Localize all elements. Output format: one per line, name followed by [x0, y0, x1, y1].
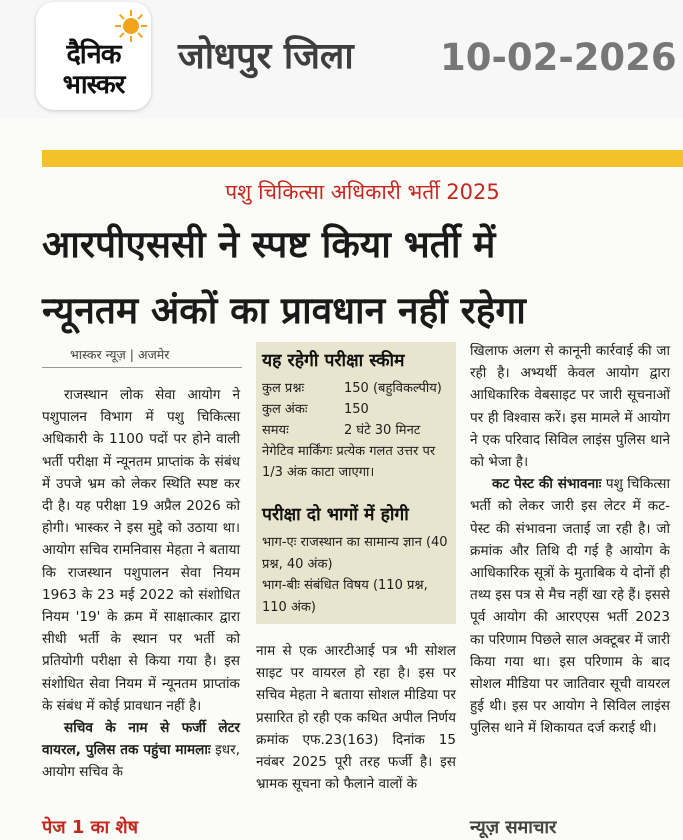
- article-column-3: [470, 340, 670, 740]
- article-column-2: [256, 640, 456, 795]
- article-kicker: पशु चिकित्सा अधिकारी भर्ती 2025: [225, 180, 500, 204]
- yellow-top-bar: [42, 150, 683, 167]
- exam-row: [262, 420, 452, 441]
- exam-parts-title: परीक्षा दो भागों में होगी: [262, 505, 409, 525]
- col1-subsection: [42, 717, 240, 784]
- exam-row-label: समयः: [262, 423, 289, 438]
- headline-line-1: आरपीएससी ने स्पष्ट किया भर्ती में: [42, 223, 496, 266]
- district-title: जोधपुर जिला: [178, 36, 354, 77]
- negative-value: प्रत्येक गलत उत्तर पर 1/3 अंक काटा जाएगा।: [262, 444, 436, 480]
- dainik-bhaskar-logo: [36, 2, 151, 110]
- exam-row-value: 2 घंटे 30 मिनट: [344, 423, 421, 438]
- col1-paragraph: राजस्थान लोक सेवा आयोग ने पशुपालन विभाग में पशु चिकित्सा अधिकारी के 1100 पदों पर होने वाली भर्ती परीक्षा में न्यूनतम प्राप्तांक के संबंध में उपजे भ्रम को लेकर स्थिति स्पष्ट कर दी है। यह परीक्षा 19 अप्रैल 2026 को होगी। भास्कर ने इस मुद्दे को उठाया था। आयोग सचिव रामनिवास मेहता ने बताया कि राजस्थान पशुपालन सेवा नियम 1963 के 23 मई 2022 को संशोधित नियम '19' के क्रम में साक्षात्कार द्वारा सीधी भर्ती के स्थान पर भर्ती को प्रतियोगी परीक्षा से किया गया है। इस संशोधित सेवा नियम में न्यूनतम प्राप्तांक के संबंध में कोई प्रावधान नहीं है।: [42, 387, 240, 714]
- headline-line-2: न्यूनतम अंकों का प्रावधान नहीं रहेगा: [42, 289, 526, 332]
- exam-scheme-title: यह रहेगी परीक्षा स्कीम: [262, 351, 405, 371]
- col1-subheading: सचिव के नाम से फर्जी लेटर वायरल, पुलिस तक पहुंचा मामलाः: [42, 720, 240, 759]
- exam-row-label: कुल प्रश्नः: [262, 381, 305, 396]
- col2-paragraph: नाम से एक आरटीआई पत्र भी सोशल साइट पर वायरल हो रहा है। इस पर सचिव मेहता ने बताया सोशल मीडिया पर प्रसारित हो रही एक कथित अपील निर्णय क्रमांक एफ.23(163) दिनांक 15 नवंबर 2025 पूरी तरह फर्जी है। इस भ्रामक सूचना को फैलाने वालों के: [256, 643, 456, 793]
- logo-text-bhaskar: भास्कर: [62, 70, 125, 100]
- exam-row-negative: [262, 441, 452, 483]
- byline-divider: [42, 367, 242, 368]
- exam-row-value: 150 (बहुविकल्पीय): [344, 381, 442, 396]
- byline: भास्कर न्यूज़ | अजमेर: [70, 347, 170, 362]
- article-column-1: [42, 384, 240, 784]
- exam-scheme-box: [256, 342, 456, 624]
- exam-row: [262, 378, 452, 399]
- col3-subtext: पशु चिकित्सा भर्ती को लेकर जारी इस लेटर में कट-पेस्ट की संभावना जताई जा रही है। जो क्रमांक और तिथि दी गई है आयोग के आधिकारिक सूत्रों के मुताबिक ये दोनों ही तथ्य इस पत्र से मैच नहीं खा रहे हैं। इससे पूर्व आयोग की आरएएस भर्ती 2023 का परिणाम पिछले साल अक्टूबर में जारी किया गया था। इस परिणाम के बाद सोशल मीडिया पर जातिवार सूची वायरल हुई थी। इस पर आयोग ने सिविल लाइंस पुलिस थाने में शिकायत दर्ज कराई थी।: [470, 476, 671, 737]
- col3-paragraph: खिलाफ अलग से कानूनी कार्रवाई की जा रही है। अभ्यर्थी केवल आयोग द्वारा आधिकारिक वेबसाइट पर जारी सूचनाओं पर ही विश्वास करें। इस मामले में आयोग ने एक परिवाद सिविल लाइंस पुलिस थाने को भेजा है।: [470, 343, 670, 471]
- edition-date: 10-02-2026: [440, 36, 677, 79]
- continuation-label: पेज 1 का शेष: [42, 817, 139, 838]
- exam-row-value: 150: [344, 402, 369, 417]
- logo-text-dainik: दैनिक: [66, 39, 121, 70]
- exam-row: [262, 399, 452, 420]
- next-article-head: न्यूज़ समाचार: [470, 817, 557, 838]
- exam-part-b: भाग-बीः संबंधित विषय (110 प्रश्न, 110 अंक): [262, 578, 428, 615]
- exam-row-label: कुल अंकः: [262, 402, 308, 417]
- col3-subheading: कट पेस्ट की संभावनाः: [492, 476, 602, 493]
- col1-subtext: इधर, आयोग सचिव के: [42, 742, 240, 781]
- sun-icon: [115, 10, 147, 42]
- col3-subsection: [470, 473, 670, 739]
- exam-parts: [262, 532, 452, 618]
- exam-scheme-rows: [262, 378, 452, 483]
- negative-label: नेगेटिव मार्किंगः: [262, 444, 333, 459]
- header-bar: [0, 0, 683, 118]
- exam-part-a: भाग-एः राजस्थान का सामान्य ज्ञान (40 प्रश्न, 40 अंक): [262, 535, 448, 572]
